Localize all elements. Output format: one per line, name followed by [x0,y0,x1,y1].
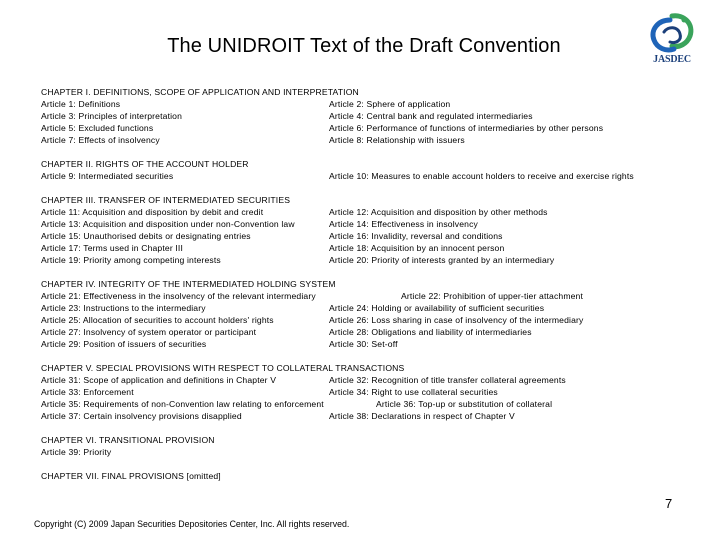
article-left: Article 31: Scope of application and definitions in Chapter V [41,375,277,385]
article-left: Article 13: Acquisition and disposition under non-Convention law [41,219,295,229]
article-right: Article 14: Effectiveness in insolvency [329,219,478,229]
article-right: Article 22: Prohibition of upper-tier attachment [401,291,584,301]
article-left: Article 29: Position of issuers of securities [41,339,207,349]
chapter-heading: CHAPTER V. SPECIAL PROVISIONS WITH RESPECT TO COLLATERAL TRANSACTIONS [41,363,405,373]
article-right: Article 28: Obligations and liability of intermediaries [329,327,532,337]
article-right: Article 32: Recognition of title transfer collateral agreements [329,375,566,385]
chapter-heading: CHAPTER VII. FINAL PROVISIONS [omitted] [41,471,221,481]
jasdec-logo-icon [646,12,698,56]
jasdec-logo [646,12,696,68]
article-left: Article 15: Unauthorised debits or designating entries [41,231,251,241]
article-left: Article 17: Terms used in Chapter III [41,243,183,253]
article-right: Article 24: Holding or availability of sufficient securities [329,303,545,313]
article-left: Article 1: Definitions [41,99,121,109]
article-left: Article 11: Acquisition and disposition by debit and credit [41,207,264,217]
article-right: Article 20: Priority of interests granted by an intermediary [329,255,555,265]
article-right: Article 2: Sphere of application [329,99,451,109]
article-left: Article 7: Effects of insolvency [41,135,160,145]
article-left: Article 19: Priority among competing interests [41,255,221,265]
article-right: Article 34: Right to use collateral securities [329,387,498,397]
slide-title: The UNIDROIT Text of the Draft Convention [167,35,561,57]
article-right: Article 4: Central bank and regulated intermediaries [329,111,533,121]
page-number: 7 [665,496,673,511]
logo-text: JASDEC [653,54,691,65]
chapter-heading: CHAPTER VI. TRANSITIONAL PROVISION [41,435,215,445]
article-left: Article 27: Insolvency of system operator or participant [41,327,257,337]
article-right: Article 10: Measures to enable account holders to receive and exercise rights [329,171,634,181]
article-right: Article 8: Relationship with issuers [329,135,465,145]
article-left: Article 23: Instructions to the intermediary [41,303,206,313]
article-right: Article 26: Loss sharing in case of insolvency of the intermediary [329,315,584,325]
article-left: Article 37: Certain insolvency provisions disapplied [41,411,242,421]
article-left: Article 3: Principles of interpretation [41,111,183,121]
chapter-heading: CHAPTER I. DEFINITIONS, SCOPE OF APPLICATION AND INTERPRETATION [41,87,359,97]
copyright-footer: Copyright (C) 2009 Japan Securities Depositories Center, Inc. All rights reserved. [34,519,350,529]
article-left: Article 21: Effectiveness in the insolvency of the relevant intermediary [41,291,316,301]
article-left: Article 39: Priority [41,447,112,457]
article-right: Article 36: Top-up or substitution of collateral [376,399,553,409]
chapter-heading: CHAPTER IV. INTEGRITY OF THE INTERMEDIATED HOLDING SYSTEM [41,279,336,289]
article-right: Article 30: Set-off [329,339,398,349]
article-right: Article 18: Acquisition by an innocent person [329,243,505,253]
article-right: Article 12: Acquisition and disposition by other methods [329,207,548,217]
article-left: Article 5: Excluded functions [41,123,154,133]
chapter-heading: CHAPTER II. RIGHTS OF THE ACCOUNT HOLDER [41,159,249,169]
article-left: Article 33: Enforcement [41,387,134,397]
article-left: Article 35: Requirements of non-Convention law relating to enforcement [41,399,324,409]
chapter-heading: CHAPTER III. TRANSFER OF INTERMEDIATED SECURITIES [41,195,291,205]
article-right: Article 6: Performance of functions of intermediaries by other persons [329,123,604,133]
article-right: Article 38: Declarations in respect of Chapter V [329,411,515,421]
article-left: Article 9: Intermediated securities [41,171,174,181]
article-right: Article 16: Invalidity, reversal and conditions [329,231,503,241]
article-left: Article 25: Allocation of securities to account holders' rights [41,315,274,325]
